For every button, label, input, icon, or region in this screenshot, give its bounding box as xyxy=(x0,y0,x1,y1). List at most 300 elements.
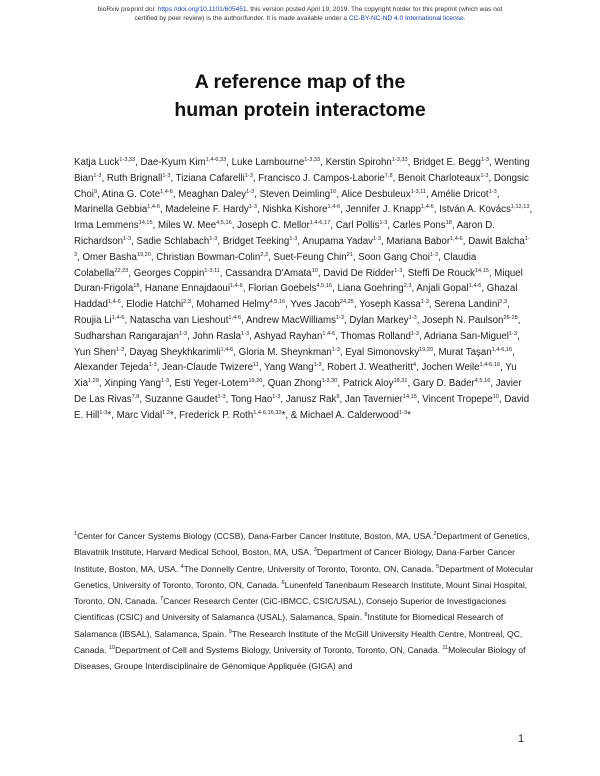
author-entry xyxy=(162,362,264,373)
author-separator: , xyxy=(517,330,520,342)
author-name: Janusz Rak xyxy=(285,393,337,405)
author-affiliation-marker: 19,20 xyxy=(419,346,434,353)
affiliation-text: Department of Genetics, Blavatnik Institute, Harvard Medical School, Boston, MA, USA. xyxy=(74,531,530,558)
author-name: Alice Desbuleux xyxy=(341,188,411,200)
author-affiliation-marker: 14,15 xyxy=(138,220,153,227)
author-affiliation-marker: 1-3,33 xyxy=(391,157,408,163)
author-name: Bridget E. Begg xyxy=(413,157,481,168)
author-affiliation-marker: 1,4-6 xyxy=(450,235,463,242)
author-affiliation-marker: 1-3,33 xyxy=(119,157,136,163)
author-name: Thomas Rolland xyxy=(340,330,411,342)
author-entry xyxy=(398,173,494,184)
author-separator: , xyxy=(241,314,247,326)
author-separator: , xyxy=(387,220,393,232)
author-name: Nishka Kishore xyxy=(262,204,328,216)
author-affiliation-marker: 1-3 xyxy=(394,267,403,274)
author-affiliation-marker: 22,23 xyxy=(114,267,129,274)
author-affiliation-marker: 1,4-6 xyxy=(111,314,125,321)
author-affiliation-marker: 19,20 xyxy=(136,251,151,258)
author-name: Serena Landini xyxy=(434,299,500,311)
author-name: Kerstin Spirohn xyxy=(325,157,392,168)
author-separator: , xyxy=(111,409,117,421)
author-separator: , xyxy=(451,220,457,232)
affiliation-number: 6 xyxy=(281,579,285,586)
doi-link[interactable]: https://doi.org/10.1101/605451 xyxy=(157,6,247,13)
author-name: Amélie Dricot xyxy=(430,188,489,200)
author-name: Yu Xia xyxy=(74,362,517,390)
author-affiliation-marker: 2,3 xyxy=(183,299,191,306)
author-affiliation-marker: 1-3 xyxy=(379,220,388,227)
author-name: Joseph N. Paulson xyxy=(422,314,504,326)
author-affiliation-marker: 1-3 xyxy=(148,362,157,369)
author-entry xyxy=(130,347,239,358)
author-separator: , xyxy=(407,157,414,168)
affiliation-text: The Donnelly Centre, University of Toronto, Toronto, ON, Canada. xyxy=(183,563,437,574)
author-name: Roujia Li xyxy=(74,314,112,326)
author-entry xyxy=(248,283,337,294)
author-separator: , xyxy=(438,251,444,263)
author-entry xyxy=(231,394,286,405)
author-entry xyxy=(137,236,223,247)
author-separator: , xyxy=(98,378,105,390)
author-separator: , xyxy=(233,346,239,358)
author-separator: , xyxy=(231,220,238,232)
author-affiliation-marker: 1-3 xyxy=(398,409,408,416)
author-affiliation-marker: 4,5,16 xyxy=(474,378,491,385)
author-separator: , xyxy=(500,362,506,374)
corresponding-author-mark: * xyxy=(107,409,112,421)
author-entry xyxy=(300,410,411,421)
author-affiliation-marker: 1-3 xyxy=(161,378,170,385)
affiliation-number: 11 xyxy=(442,645,449,652)
author-name: Mariana Babor xyxy=(386,235,451,247)
author-entry xyxy=(145,394,231,405)
author-affiliation-marker: 1-3 xyxy=(373,235,382,242)
author-separator: , xyxy=(529,204,533,216)
author-name: Claudia Colabella xyxy=(74,251,477,279)
author-affiliation-marker: 1,4-6 xyxy=(327,204,341,211)
author-affiliation-marker: 1-3 xyxy=(240,330,250,337)
author-affiliation-marker: 10 xyxy=(311,267,318,274)
author-separator: , xyxy=(426,188,431,200)
author-name: Francisco J. Campos-Laborie xyxy=(258,172,385,184)
author-name: Bridget Teeking xyxy=(222,235,290,247)
author-separator: , xyxy=(416,314,423,326)
author-entry xyxy=(74,157,141,168)
author-affiliation-marker: 1,4-6 xyxy=(220,346,234,353)
author-affiliation-marker: 9 xyxy=(336,393,340,400)
author-name: Miles W. Mee xyxy=(158,220,217,232)
author-entry xyxy=(438,347,514,358)
author-name: Dayag Sheykhkarimli xyxy=(129,346,221,358)
author-entry xyxy=(393,220,457,231)
affiliation-text: Department of Molecular Genetics, University of Toronto, Toronto, ON, Canada. xyxy=(74,563,534,590)
author-name: Gary D. Bader xyxy=(412,378,475,390)
author-entry xyxy=(273,252,358,263)
author-separator: , xyxy=(120,299,127,311)
author-entry xyxy=(359,299,434,310)
author-name: Ashyad Rayhan xyxy=(253,330,323,342)
author-separator: , xyxy=(507,299,510,311)
author-name: John Rasla xyxy=(192,330,241,342)
author-name: Robert J. Weatheritt xyxy=(327,362,414,374)
author-affiliation-marker: 1-3,30 xyxy=(321,378,338,385)
author-entry xyxy=(413,157,494,168)
author-separator: , xyxy=(170,172,176,184)
author-separator: , xyxy=(488,267,495,279)
license-suffix: . xyxy=(463,14,466,22)
author-separator: , xyxy=(392,172,398,184)
author-entry xyxy=(74,362,162,373)
author-affiliation-marker: 1-3 xyxy=(248,204,257,211)
author-separator: , xyxy=(172,188,179,200)
author-separator: , xyxy=(407,378,413,390)
author-name: Omer Basha xyxy=(82,251,137,263)
author-entry xyxy=(349,315,422,326)
affiliation-text: Cancer Research Center (CiC-IBMCC, CSIC/USAL), Consejo Superior de Investigaciones Científicas (CSIC) and University of Salamanca (USAL), Salamanca, Spain. xyxy=(74,596,507,623)
author-affiliation-marker: 1-3 xyxy=(272,393,281,400)
author-affiliation-marker: 1-3 xyxy=(289,235,298,242)
author-separator: , xyxy=(336,188,342,200)
author-affiliation-marker: 18 xyxy=(445,220,452,227)
author-separator: , xyxy=(433,204,440,216)
author-affiliation-marker: 1-3,11 xyxy=(204,267,220,274)
author-entry xyxy=(179,410,300,421)
author-affiliation-marker: 1,12,13 xyxy=(510,204,530,211)
affiliation-number: 5 xyxy=(436,563,440,570)
page-number: 1 xyxy=(518,733,525,745)
affiliation-list xyxy=(74,528,536,675)
author-separator: , xyxy=(219,267,226,279)
author-affiliation-marker: 1,2 xyxy=(162,409,170,416)
author-name: Michael A. Calderwood xyxy=(299,409,399,421)
author-affiliation-marker: 2,3 xyxy=(403,283,412,290)
author-name: Alexander Tejeda xyxy=(74,362,149,374)
author-affiliation-marker: 1-3 xyxy=(335,314,345,321)
author-name: Eyal Simonovsky xyxy=(345,346,420,358)
author-affiliation-marker: 4,5,16 xyxy=(316,283,333,290)
author-entry xyxy=(327,362,421,373)
author-affiliation-marker: 1,4-6 xyxy=(421,204,434,211)
author-entry xyxy=(422,394,504,405)
author-separator: , xyxy=(317,267,324,279)
author-separator: , xyxy=(150,251,157,263)
author-affiliation-marker: 24,25 xyxy=(339,299,354,306)
author-name: Yoseph Kassa xyxy=(359,299,421,311)
author-separator: , xyxy=(190,299,197,311)
author-entry xyxy=(246,315,349,326)
author-entry xyxy=(134,268,225,279)
author-name: Yves Jacob xyxy=(290,299,340,311)
author-affiliation-marker: 10 xyxy=(492,393,499,400)
author-name: Adriana San-Miguel xyxy=(423,330,509,342)
author-name: Sadie Schlabach xyxy=(136,235,210,247)
author-affiliation-marker: 4,5,16 xyxy=(216,220,232,227)
author-separator: , xyxy=(517,314,521,326)
corresponding-author-mark: * xyxy=(169,409,174,421)
author-name: Anupama Yadav xyxy=(302,235,374,247)
author-affiliation-marker: 21 xyxy=(346,251,353,258)
author-list xyxy=(74,155,534,424)
author-name: Mohamed Helmy xyxy=(196,299,270,311)
author-entry xyxy=(358,252,443,263)
author-entry xyxy=(341,189,431,200)
affiliation-text: Molecular Biology of Diseases, Groupe Interdisciplinaire de Génomique Appliquée (GIGA) and xyxy=(74,645,526,672)
author-separator: , xyxy=(124,314,130,326)
author-name: Ghazal Haddad xyxy=(74,283,518,311)
author-name: Gloria M. Sheynkman xyxy=(238,346,332,358)
author-affiliation-marker: 19,20 xyxy=(248,378,263,385)
author-separator: , xyxy=(462,235,469,247)
author-separator: , xyxy=(173,409,180,421)
author-entry xyxy=(237,220,336,231)
author-affiliation-marker: 1-3,33 xyxy=(304,157,321,163)
author-separator: , xyxy=(320,157,326,168)
author-separator: , xyxy=(268,251,274,263)
author-separator: , xyxy=(159,204,166,216)
author-affiliation-marker: 1,4-6 xyxy=(322,330,336,337)
author-name: Katja Luck xyxy=(74,157,120,168)
author-entry xyxy=(74,220,158,231)
author-affiliation-marker: 1,4-6,16,32 xyxy=(253,409,282,416)
author-entry xyxy=(337,283,416,294)
author-entry xyxy=(258,173,398,184)
author-name: Liana Goehring xyxy=(337,283,404,295)
author-separator: , xyxy=(335,330,341,342)
author-entry xyxy=(74,204,165,215)
author-separator: , xyxy=(152,220,158,232)
author-name: Wenting Bian xyxy=(74,157,530,184)
author-separator: , xyxy=(128,267,134,279)
author-name: Atina G. Cote xyxy=(101,188,161,200)
author-separator: , xyxy=(226,157,232,168)
author-affiliation-marker: 1,4-6 xyxy=(160,188,173,195)
author-separator: , xyxy=(139,283,145,295)
affiliation-number: 7 xyxy=(159,596,164,603)
author-affiliation-marker: 18,31 xyxy=(393,378,408,385)
author-separator: , xyxy=(402,267,408,279)
author-entry xyxy=(408,268,495,279)
author-name: Esti Yeger-Lotem xyxy=(174,378,249,390)
author-separator: , xyxy=(352,251,359,263)
author-name: Steffi De Rouck xyxy=(407,267,475,279)
author-entry xyxy=(422,315,520,326)
author-name: Xinping Yang xyxy=(104,378,162,390)
author-entry xyxy=(193,331,254,342)
author-separator: , xyxy=(225,393,231,405)
author-affiliation-marker: 1-3 xyxy=(162,172,171,179)
author-affiliation-marker: 10 xyxy=(330,188,337,195)
author-affiliation-marker: 1,4-6,33 xyxy=(205,157,227,163)
author-entry xyxy=(264,362,327,373)
license-link[interactable]: CC-BY-NC-ND 4.0 International license xyxy=(348,14,464,22)
author-name: Carl Pollis xyxy=(335,220,380,232)
author-entry xyxy=(345,347,438,358)
author-affiliation-marker: 1-3 xyxy=(179,330,188,337)
author-name: Miquel Duran-Frigola xyxy=(74,267,523,295)
affiliation-number: 3 xyxy=(313,547,317,554)
author-separator: , xyxy=(490,378,496,390)
author-entry xyxy=(431,189,499,200)
author-entry xyxy=(387,236,469,247)
license-prefix: certified by peer review) is the author/funder. It is made available under a xyxy=(134,14,349,22)
author-name: Patrick Aloy xyxy=(342,378,394,390)
author-name: Javier De Las Rivas xyxy=(74,378,522,405)
author-entry xyxy=(416,283,486,294)
author-separator: , xyxy=(169,378,175,390)
author-entry xyxy=(158,220,237,231)
author-entry xyxy=(346,204,440,215)
author-name: Irma Lemmens xyxy=(74,220,139,232)
author-separator: , xyxy=(496,188,500,200)
author-separator: , xyxy=(353,299,360,311)
author-name: Madeleine F. Hardy xyxy=(165,204,249,216)
author-separator: , xyxy=(330,220,336,232)
author-name: Elodie Hatchi xyxy=(126,299,184,311)
author-entry xyxy=(156,252,273,263)
author-name: Jean-Claude Twizere xyxy=(162,362,253,374)
affiliation-number: 2 xyxy=(433,531,437,537)
author-name: David E. Hill xyxy=(74,393,530,421)
author-separator: , xyxy=(258,362,265,374)
affiliation-text: Institute for Biomedical Research of Salamanca (IBSAL), Salamanca, Spain. xyxy=(74,612,504,639)
author-name: István A. Kovács xyxy=(439,204,511,216)
affiliation-number: 4 xyxy=(180,563,184,570)
affiliation-number: 8 xyxy=(364,612,368,619)
author-separator: , xyxy=(254,188,260,200)
author-affiliation-marker: 2,3 xyxy=(260,251,268,258)
affiliation-number: 10 xyxy=(108,645,116,652)
author-name: Florian Goebels xyxy=(248,283,317,295)
author-entry xyxy=(178,189,259,200)
author-name: Natascha van Lieshout xyxy=(129,314,229,326)
author-entry xyxy=(336,220,393,231)
author-separator: , xyxy=(262,378,268,390)
author-separator: , xyxy=(418,330,424,342)
author-separator: , xyxy=(285,299,291,311)
author-affiliation-marker: 1-3 xyxy=(209,235,218,242)
author-separator: , xyxy=(249,330,254,342)
author-entry xyxy=(239,347,346,358)
author-name: Ruth Brignall xyxy=(106,172,163,184)
author-affiliation-marker: 7,8 xyxy=(131,393,140,400)
author-separator: , xyxy=(135,157,141,168)
affiliation-text: Department of Cell and Systems Biology, University of Toronto, Toronto, ON, Canada. xyxy=(115,645,443,656)
author-affiliation-marker: 1-3 xyxy=(123,235,132,242)
author-entry xyxy=(345,394,422,405)
author-affiliation-marker: 9 xyxy=(93,188,98,195)
author-affiliation-marker: 1,4-6 xyxy=(228,314,242,321)
author-entry xyxy=(302,236,386,247)
author-entry xyxy=(74,315,130,326)
author-entry xyxy=(323,268,408,279)
author-affiliation-marker: 1-3 xyxy=(313,362,322,369)
author-entry xyxy=(176,173,259,184)
author-separator: , xyxy=(97,188,102,200)
title-line-2: human protein interactome xyxy=(174,99,426,121)
author-entry xyxy=(326,157,414,168)
author-affiliation-marker: 1,4-6 xyxy=(147,204,160,211)
author-name: Christian Bowman-Colin xyxy=(156,251,261,263)
author-name: Joseph C. Mellor xyxy=(237,220,310,232)
author-affiliation-marker: 1,4-6 xyxy=(107,299,121,306)
author-separator: , xyxy=(187,330,193,342)
author-name: Steven Deimling xyxy=(259,188,331,200)
corresponding-author-mark: * xyxy=(281,409,286,421)
author-name: Sudharshan Rangarajan xyxy=(74,330,180,342)
author-name: Benoit Charloteaux xyxy=(397,172,481,184)
author-affiliation-marker: 1-3 xyxy=(429,251,438,258)
author-name: Suzanne Gaudet xyxy=(144,393,218,405)
author-name: Hanane Ennajdaoui xyxy=(144,283,230,295)
author-separator: , xyxy=(340,204,346,216)
author-separator: , xyxy=(252,172,259,184)
author-affiliation-marker: 1-3 xyxy=(480,157,490,163)
author-separator: , & xyxy=(285,409,300,421)
affiliation-entry xyxy=(109,645,442,655)
author-separator: , xyxy=(256,204,263,216)
corresponding-author-mark: * xyxy=(407,409,411,421)
author-affiliation-marker: 1-3 xyxy=(244,172,253,179)
author-entry xyxy=(254,331,340,342)
author-name: Georges Coppin xyxy=(133,267,205,279)
affiliation-number: 1 xyxy=(74,531,78,537)
author-entry xyxy=(260,189,342,200)
author-entry xyxy=(74,347,130,358)
affiliation-entry xyxy=(180,563,440,574)
author-entry xyxy=(434,299,510,310)
author-entry xyxy=(83,252,157,263)
author-entry xyxy=(439,204,532,215)
author-separator: , xyxy=(381,235,387,247)
author-affiliation-marker: 1-3 xyxy=(116,346,125,353)
author-separator: , xyxy=(481,283,487,295)
author-affiliation-marker: 1-3 xyxy=(420,299,429,306)
author-separator: , xyxy=(416,362,422,374)
author-entry xyxy=(232,157,326,168)
author-separator: , xyxy=(297,235,303,247)
author-affiliation-marker: 1-3 xyxy=(488,188,497,195)
banner-line-1 xyxy=(0,6,600,15)
author-name: Frederick P. Roth xyxy=(179,409,254,421)
author-separator: , xyxy=(339,393,345,405)
author-affiliation-marker: 1-3 xyxy=(331,346,340,353)
author-name: David De Ridder xyxy=(323,267,395,279)
author-entry xyxy=(343,378,413,389)
author-separator: , xyxy=(489,157,495,168)
affiliation-number: 9 xyxy=(228,628,232,635)
author-affiliation-marker: 1-3 xyxy=(410,330,419,337)
author-entry xyxy=(107,173,176,184)
author-entry xyxy=(102,189,178,200)
author-affiliation-marker: 1-3 xyxy=(480,172,489,179)
author-name: Vincent Tropepe xyxy=(422,393,493,405)
author-affiliation-marker: 4,5,16 xyxy=(269,299,286,306)
banner-prefix: bioRxiv preprint doi: xyxy=(97,6,158,13)
author-separator: , xyxy=(124,346,130,358)
author-name: Dongsic Choi xyxy=(74,172,529,200)
author-entry xyxy=(286,394,345,405)
author-separator: , xyxy=(433,346,439,358)
author-entry xyxy=(340,331,424,342)
author-separator: , xyxy=(101,172,107,184)
author-name: Murat Taşan xyxy=(438,346,492,358)
author-separator: , xyxy=(321,362,328,374)
author-separator: , xyxy=(512,346,515,358)
author-name: Jochen Weile xyxy=(421,362,480,374)
author-affiliation-marker: 1-3 xyxy=(93,172,102,179)
author-name: Anjali Gopal xyxy=(416,283,469,295)
